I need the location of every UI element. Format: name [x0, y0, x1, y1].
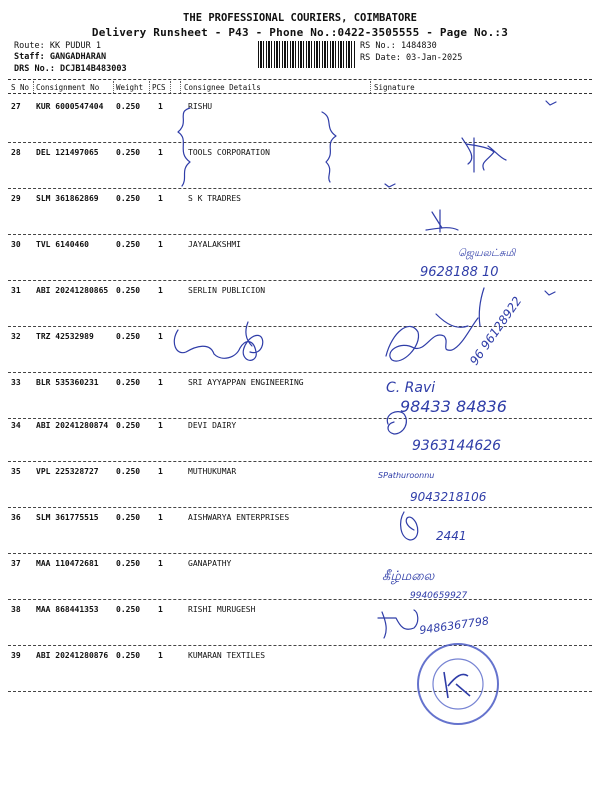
row-weight: 0.250	[116, 378, 141, 387]
row-weight: 0.250	[116, 102, 141, 111]
row-weight: 0.250	[116, 286, 141, 295]
row-weight: 0.250	[116, 559, 141, 568]
row-sno: 39	[11, 651, 21, 660]
table-header-rule	[8, 93, 592, 94]
row-consignment: ABI 20241280876	[36, 651, 109, 660]
row-consignee: JAYALAKSHMI	[188, 240, 241, 249]
handwritten-phone-35: 9043218106	[410, 490, 487, 504]
row-consignee: GANAPATHY	[188, 559, 232, 568]
row-consignee: SRI AYYAPPAN ENGINEERING	[188, 378, 304, 387]
row-weight: 0.250	[116, 513, 141, 522]
row-pcs: 1	[158, 559, 163, 568]
handwritten-name-33: C. Ravi	[386, 380, 436, 396]
table-row	[0, 286, 600, 332]
company-title: THE PROFESSIONAL COURIERS, COIMBATORE	[183, 12, 417, 24]
rs-date: RS Date: 03-Jan-2025	[360, 53, 463, 63]
row-pcs: 1	[158, 102, 163, 111]
col-pcs: PCS	[152, 83, 166, 92]
barcode-image	[258, 41, 356, 68]
handwritten-number-36: 2441	[436, 529, 467, 543]
staff-label: Staff: GANGADHARAN	[14, 52, 107, 62]
row-consignment: SLM 361862869	[36, 194, 99, 203]
table-row	[0, 421, 600, 467]
row-sno: 29	[11, 194, 21, 203]
row-consignee: TOOLS CORPORATION	[188, 148, 270, 157]
row-weight: 0.250	[116, 240, 141, 249]
row-pcs: 1	[158, 148, 163, 157]
handwritten-phone-38: 9486367798	[418, 614, 490, 637]
table-row	[0, 513, 600, 559]
table-row	[0, 240, 600, 286]
row-consignee: RISHU	[188, 102, 213, 111]
row-sno: 31	[11, 286, 21, 295]
row-consignee: MUTHUKUMAR	[188, 467, 237, 476]
row-pcs: 1	[158, 421, 163, 430]
row-sno: 27	[11, 102, 21, 111]
row-consignment: ABI 20241280874	[36, 421, 109, 430]
handwritten-name-tamil: ஜெயலட்சுமி	[458, 248, 516, 259]
row-consignment: BLR 535360231	[36, 378, 99, 387]
table-top-rule	[8, 79, 592, 80]
table-row	[0, 194, 600, 240]
route-label: Route: KK PUDUR 1	[14, 41, 101, 51]
row-pcs: 1	[158, 378, 163, 387]
col-consignment: Consignment No	[36, 83, 100, 92]
row-sno: 38	[11, 605, 21, 614]
row-sno: 37	[11, 559, 21, 568]
row-consignment: DEL 121497065	[36, 148, 99, 157]
rs-number: RS No.: 1484830	[360, 41, 437, 51]
row-sno: 36	[11, 513, 21, 522]
row-consignment: ABI 20241280865	[36, 286, 109, 295]
row-pcs: 1	[158, 467, 163, 476]
row-weight: 0.250	[116, 194, 141, 203]
table-row	[0, 148, 600, 194]
row-consignee: SERLIN PUBLICION	[188, 286, 266, 295]
row-pcs: 1	[158, 240, 163, 249]
row-consignment: TVL 6140460	[36, 240, 89, 249]
handwritten-number-vertical: 96 96128922	[466, 294, 525, 368]
row-pcs: 1	[158, 513, 163, 522]
row-pcs: 1	[158, 194, 163, 203]
table-row	[0, 102, 600, 148]
col-sno: S No	[11, 83, 30, 92]
table-row	[0, 467, 600, 513]
row-consignment: MAA 868441353	[36, 605, 99, 614]
row-consignee: KUMARAN TEXTILES	[188, 651, 266, 660]
table-row	[0, 559, 600, 605]
col-consignee: Consignee Details	[184, 83, 261, 92]
handwritten-phone-30: 9628188 10	[420, 265, 499, 280]
row-consignee: DEVI DAIRY	[188, 421, 237, 430]
col-weight: Weight	[116, 83, 144, 92]
row-weight: 0.250	[116, 605, 141, 614]
row-sno: 33	[11, 378, 21, 387]
handwritten-phone-33: 98433 84836	[400, 397, 507, 416]
row-consignment: SLM 361775515	[36, 513, 99, 522]
table-row	[0, 651, 600, 697]
row-weight: 0.250	[116, 421, 141, 430]
row-sno: 34	[11, 421, 21, 430]
table-row	[0, 605, 600, 651]
row-consignee: RISHI MURUGESH	[188, 605, 256, 614]
row-consignment: TRZ 42532989	[36, 332, 94, 341]
table-row	[0, 332, 600, 378]
row-pcs: 1	[158, 286, 163, 295]
handwritten-phone-34: 9363144626	[412, 438, 502, 454]
row-sno: 30	[11, 240, 21, 249]
runsheet-subtitle: Delivery Runsheet - P43 - Phone No.:0422-3505555 - Page No.:3	[91, 26, 509, 39]
row-pcs: 1	[158, 651, 163, 660]
row-weight: 0.250	[116, 332, 141, 341]
row-sno: 35	[11, 467, 21, 476]
row-sno: 28	[11, 148, 21, 157]
drs-number: DRS No.: DCJB14B483003	[14, 64, 127, 74]
row-consignment: VPL 225328727	[36, 467, 99, 476]
row-weight: 0.250	[116, 467, 141, 476]
table-row	[0, 378, 600, 424]
row-weight: 0.250	[116, 651, 141, 660]
handwritten-name-tamil: கீழ்மலை	[382, 569, 435, 584]
row-consignment: KUR 6000547404	[36, 102, 104, 111]
handwritten-name-35: SPathuroonnu	[378, 471, 435, 480]
row-pcs: 1	[158, 332, 163, 341]
row-consignment: MAA 110472681	[36, 559, 99, 568]
row-consignee: AISHWARYA ENTERPRISES	[188, 513, 290, 522]
row-sno: 32	[11, 332, 21, 341]
row-weight: 0.250	[116, 148, 141, 157]
row-consignee: S K TRADRES	[188, 194, 241, 203]
row-pcs: 1	[158, 605, 163, 614]
col-signature: Signature	[374, 83, 415, 92]
handwritten-phone-37: 9940659927	[410, 591, 468, 601]
